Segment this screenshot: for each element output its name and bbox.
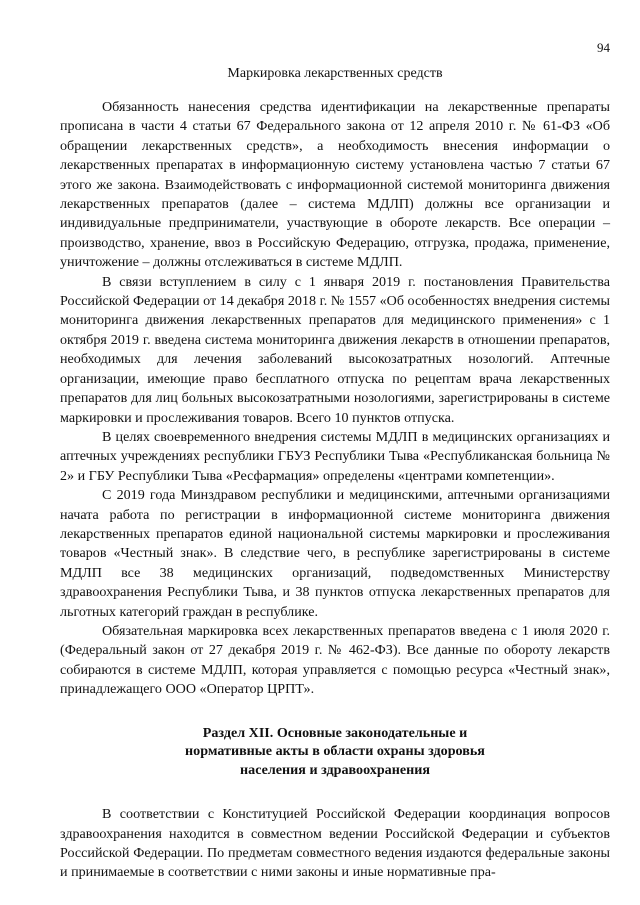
page-number: 94 [597, 40, 610, 55]
paragraph-competence-centers: В целях своевременного внедрения системы МДЛП в медицинских организациях и аптечных учреждениях республики ГБУЗ Республики Тыва «Республиканская больница № 2» и ГБУ Республики Тыва «Ресфармация» определены «центрами компетенции». [60, 428, 610, 484]
paragraph-government-decree: В связи вступлением в силу с 1 января 2019 г. постановления Правительства Российской Федерации от 14 декабря 2018 г. № 1557 «Об особенностях внедрения системы мониторинга движения лекарственных препаратов для медицинского применения» с 1 октября 2019 г. введена система мониторинга движения лекарств в отношении препаратов, необходимых для лечения заболеваний высокозатратных нозологий. Аптечные организации, имеющие право бесплатного отпуска по рецептам врача лекарственных препаратов для лиц больных высокозатратными нозологиями, зарегистрированы в системе маркировки и прослеживания товаров. Всего 10 пунктов отпуска. [60, 273, 610, 426]
running-title: Маркировка лекарственных средств [227, 66, 443, 81]
body-text [60, 98, 610, 883]
paragraph-mandatory-marking: Обязательная маркировка всех лекарственных препаратов введена с 1 июля 2020 г. (Федеральный закон от 27 декабря 2019 г. № 462-ФЗ). Все данные по обороту лекарств собираются в системе МДЛП, которая управляется с помощью ресурса «Честный знак», принадлежащего ООО «Оператор ЦРПТ». [60, 622, 610, 698]
section-heading-line-2: нормативные акты в области охраны здоровья [185, 743, 485, 760]
section-heading-line-1: Раздел XII. Основные законодательные и [202, 724, 468, 741]
paragraph-constitution: В соответствии с Конституцией Российской Федерации координация вопросов здравоохранения находится в совместном ведении Российской Федерации и субъектов Российской Федерации. По предметам совместного ведения издаются федеральные законы и принимаемые в соответствии с ними законы и иные нормативные пра- [60, 806, 610, 881]
paragraph-marking-obligation: Обязанность нанесения средства идентификации на лекарственные препараты прописана в части 4 статьи 67 Федерального закона от 12 апреля 2010 г. № 61-ФЗ «Об обращении лекарственных средств», а необходимость внесения информации о лекарственных препаратах в информационную систему установлена частью 7 статьи 67 этого же закона. Взаимодействовать с информационной системой мониторинга движения лекарственных препаратов (далее – система МДЛП) должны все организации и индивидуальные предприниматели, участвующие в обороте лекарств. Все операции – производство, хранение, ввоз в Российскую Федерацию, отгрузка, продажа, применение, уничтожение – должны отслеживаться в системе МДЛП. [60, 99, 610, 271]
section-heading-line-3: населения и здравоохранения [240, 761, 430, 778]
section-heading [60, 724, 610, 780]
paragraph-registration: С 2019 года Минздравом республики и медицинскими, аптечными организациями начата работа по регистрации в информационной системе мониторинга движения лекарственных препаратов единой национальной системы маркировки и прослеживания товаров «Честный знак». В следствие чего, в республике зарегистрированы в системе МДЛП все 38 медицинских организаций, подведомственных Министерству здравоохранения Республики Тыва, и 38 пунктов отпуска лекарственных препаратов для льготных категорий граждан в республике. [60, 487, 610, 620]
